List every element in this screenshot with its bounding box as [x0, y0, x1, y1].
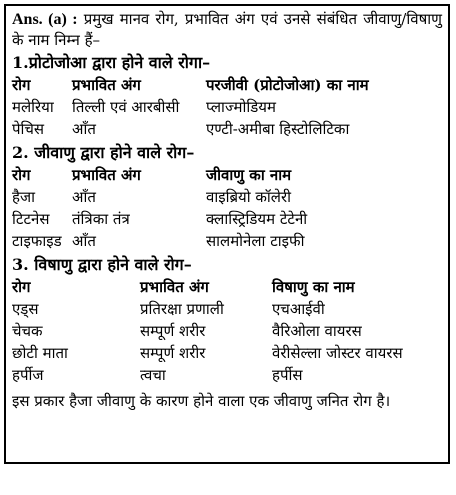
table-cell: तंत्रिका तंत्र	[72, 210, 130, 228]
table-cell: आँत	[72, 188, 96, 206]
table-cell: आँत	[72, 232, 96, 250]
table-header: प्रभावित अंग	[72, 76, 141, 94]
table-cell: त्वचा	[140, 366, 166, 384]
table-cell: आँत	[72, 120, 96, 138]
table-cell: एचआईवी	[272, 300, 325, 318]
table-cell: एड्स	[12, 300, 39, 318]
table-cell: वेरीसेल्ला जोस्टर वायरस	[272, 344, 403, 362]
table-cell: प्लाज्मोडियम	[206, 98, 276, 116]
intro-text: प्रमुख मानव रोग, प्रभावित अंग एवं उनसे संबंधित जीवाणु/विषाणु के नाम निम्न हैं–	[12, 10, 442, 49]
table-header: प्रभावित अंग	[140, 278, 209, 296]
table-header: रोग	[12, 166, 31, 184]
section-heading-bacteria: 2. जीवाणु द्वारा होने वाले रोग–	[12, 143, 195, 162]
answer-box	[4, 4, 450, 464]
section-heading-protozoa: 1.प्रोटोजोआ द्वारा होने वाले रोगा–	[12, 53, 211, 72]
table-cell: सालमोनेला टाइफी	[206, 232, 305, 250]
table-cell: छोटी माता	[12, 344, 68, 362]
table-header: जीवाणु का नाम	[206, 166, 292, 184]
table-cell: हर्पीस	[272, 366, 303, 384]
table-cell: चेचक	[12, 322, 43, 340]
intro-paragraph	[12, 9, 442, 50]
table-cell: तिल्ली एवं आरबीसी	[72, 98, 180, 116]
table-header: प्रभावित अंग	[72, 166, 141, 184]
table-cell: मलेरिया	[12, 98, 54, 116]
table-cell: वाइब्रियो कॉलेरी	[206, 188, 291, 206]
conclusion-paragraph: इस प्रकार हैजा जीवाणु के कारण होने वाला एक जीवाणु जनित रोग है।	[12, 392, 391, 410]
table-cell: सम्पूर्ण शरीर	[140, 322, 206, 340]
table-header: रोग	[12, 278, 31, 296]
table-cell: सम्पूर्ण शरीर	[140, 344, 206, 362]
table-cell: एण्टी-अमीबा हिस्टोलिटिका	[206, 120, 350, 138]
table-cell: हर्पीज	[12, 366, 44, 384]
table-header: विषाणु का नाम	[272, 278, 355, 296]
table-cell: हैजा	[12, 188, 35, 206]
table-cell: वैरिओला वायरस	[272, 322, 362, 340]
table-cell: पेचिस	[12, 120, 45, 138]
table-cell: टिटनेस	[12, 210, 50, 228]
table-cell: क्लास्ट्रिडियम टेटेनी	[206, 210, 308, 228]
table-cell: प्रतिरक्षा प्रणाली	[140, 300, 224, 318]
table-cell: टाइफाइड	[12, 232, 62, 250]
section-heading-virus: 3. विषाणु द्वारा होने वाले रोग–	[12, 255, 192, 274]
answer-label: Ans. (a) :	[12, 11, 78, 28]
table-header: रोग	[12, 76, 31, 94]
table-header: परजीवी (प्रोटोजोआ) का नाम	[206, 76, 369, 94]
